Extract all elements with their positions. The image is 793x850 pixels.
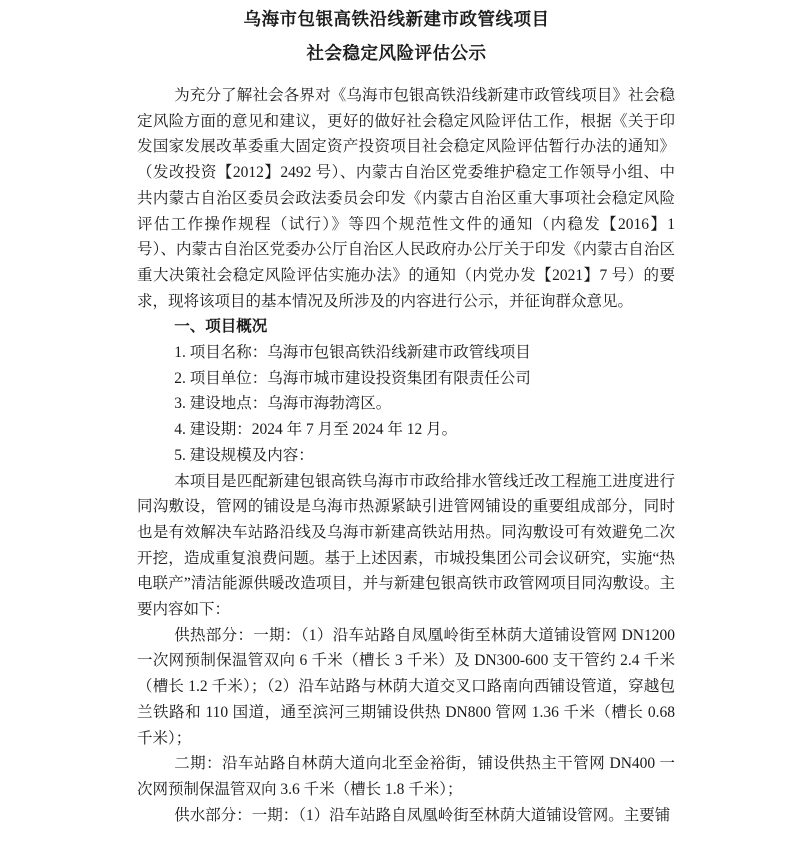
item-construction-period: 4. 建设期：2024 年 7 月至 2024 年 12 月。	[174, 421, 458, 439]
document-body	[137, 83, 675, 828]
paragraph-water-supply: 供水部分：一期：（1）沿车站路自凤凰岭街至林荫大道铺设管网。主要铺	[174, 806, 671, 824]
item-construction-location: 3. 建设地点：乌海市海勃湾区。	[174, 395, 392, 413]
paragraph-heating-phase-1: 供热部分：一期：（1）沿车站路自凤凰岭街至林荫大道铺设管网 DN1200 一次网预制保温管双向 6 千米（槽长 3 千米）及 DN300-600 支干管约 2.4 千米（槽长 1.2 千米）；（2）沿车站路与林荫大道交叉口路南向西铺设管道，穿越包兰铁路和 110 国道，通至滨河三期铺设供热 DN800 管网 1.36 千米（槽长 0.68 千米）；	[137, 626, 675, 747]
paragraph-intro-legal-basis: 为充分了解社会各界对《乌海市包银高铁沿线新建市政管线项目》社会稳定风险方面的意见和建议，更好的做好社会稳定风险评估工作，根据《关于印发国家发展改革委重大固定资产投资项目社会稳定风险评估暂行办法的通知》（发改投资【2012】2492 号）、内蒙古自治区党委维护稳定工作领导小组、中共内蒙古自治区委员会政法委员会印发《内蒙古自治区重大事项社会稳定风险评估工作操作规程（试行）》等四个规范性文件的通知（内稳发【2016】1 号）、内蒙古自治区党委办公厅自治区人民政府办公厅关于印发《内蒙古自治区重大决策社会稳定风险评估实施办法》的通知（内党办发【2021】7 号）的要求，现将该项目的基本情况及所涉及的内容进行公示，并征询群众意见。	[137, 87, 675, 310]
paragraph-project-description: 本项目是匹配新建包银高铁乌海市市政给排水管线迁改工程施工进度进行同沟敷设，管网的铺设是乌海市热源紧缺引进管网铺设的重要组成部分，同时也是有效解决车站路沿线及乌海市新建高铁站用热。同沟敷设可有效避免二次开挖，造成重复浪费问题。基于上述因素，市城投集团公司会议研究，实施“热电联产”清洁能源供暖改造项目，并与新建包银高铁市政管网项目同沟敷设。主要内容如下：	[137, 472, 675, 619]
item-scale-and-content: 5. 建设规模及内容：	[174, 446, 314, 464]
paragraph-heating-phase-2: 二期：沿车站路自林荫大道向北至金裕街，铺设供热主干管网 DN400 一次网预制保温管双向 3.6 千米（槽长 1.8 千米）；	[137, 755, 675, 798]
item-project-unit: 2. 项目单位：乌海市城市建设投资集团有限责任公司	[174, 369, 531, 387]
heading-project-overview: 一、项目概况	[174, 318, 268, 336]
document-title: 乌海市包银高铁沿线新建市政管线项目	[243, 9, 550, 29]
document-subtitle: 社会稳定风险评估公示	[306, 43, 487, 63]
item-project-name: 1. 项目名称：乌海市包银高铁沿线新建市政管线项目	[174, 344, 531, 362]
